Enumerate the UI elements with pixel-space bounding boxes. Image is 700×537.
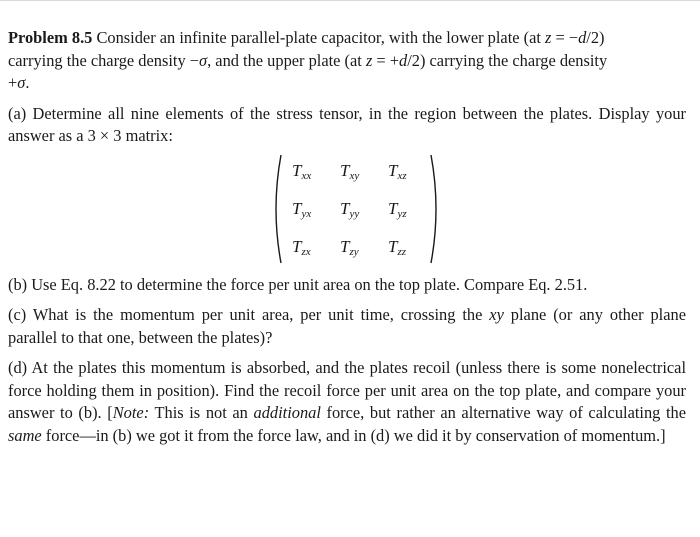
matrix-body	[270, 152, 442, 266]
part-b: (b) Use Eq. 8.22 to determine the force per unit area on the top plate. Compare Eq. 2.51.	[8, 274, 588, 294]
matrix-cell: $T_{xy}$	[340, 160, 360, 182]
var-z: z	[365, 50, 373, 70]
var-z: z	[545, 28, 552, 47]
matrix-cell: $T_{xx}$	[292, 160, 312, 182]
intro-text-1: Consider an infinite parallel-plate capacitor, with the lower plate (at	[92, 28, 546, 47]
right-paren	[430, 154, 442, 264]
problem-label: Problem 8.5	[8, 28, 93, 47]
matrix-cell: $T_{xz}$	[388, 160, 407, 182]
intro-frac-2: /2) carrying the charge density	[407, 50, 608, 70]
matrix-cell: $T_{yz}$	[388, 198, 407, 220]
var-d: d	[578, 28, 587, 47]
intro-plus: +	[8, 73, 18, 92]
top-divider	[0, 0, 700, 1]
intro-text-3: , and the upper plate (at	[207, 50, 366, 70]
matrix-cell: $T_{zx}$	[292, 236, 311, 258]
matrix-cell: $T_{zz}$	[388, 236, 407, 258]
var-xy: xy	[489, 305, 504, 324]
intro-frac-1: /2)	[586, 28, 605, 47]
matrix-cell: $T_{yy}$	[340, 198, 360, 220]
problem-text	[8, 27, 686, 447]
left-paren	[270, 154, 282, 264]
part-d: (d) At the plates this momentum is absorbed, and the plates recoil (unless there is some nonelectrical force holding them in position). Find the recoil force per unit area on the top plate, and compare your answer to (b). [Note: This is not an additional force, but rather an alternative way of calculating the same force—in (b) we got it from the force law, and in (d) we did it by conservation of momentum.]	[8, 358, 686, 445]
matrix-cell: $T_{yx}$	[292, 198, 312, 220]
part-a: (a) Determine all nine elements of the stress tensor, in the region between the plates. Display your answer as a 3 × 3 matrix:	[8, 103, 686, 145]
var-sigma: σ	[199, 50, 208, 70]
intro-eq-1: = −	[551, 28, 579, 47]
intro-eq-2: = +	[372, 50, 400, 70]
matrix-cell: $T_{zy}$	[340, 236, 359, 258]
part-c: (c) What is the momentum per unit area, per unit time, crossing the xy plane (or any other plane parallel to that one, between the plates)?	[8, 305, 686, 347]
var-d: d	[399, 50, 408, 70]
intro-period: .	[25, 73, 30, 92]
intro-text-2: carrying the charge density −	[8, 50, 199, 70]
note-label: Note:	[112, 403, 150, 422]
var-sigma: σ	[17, 73, 26, 92]
stress-tensor-matrix	[8, 152, 686, 274]
problem-statement	[8, 27, 686, 95]
